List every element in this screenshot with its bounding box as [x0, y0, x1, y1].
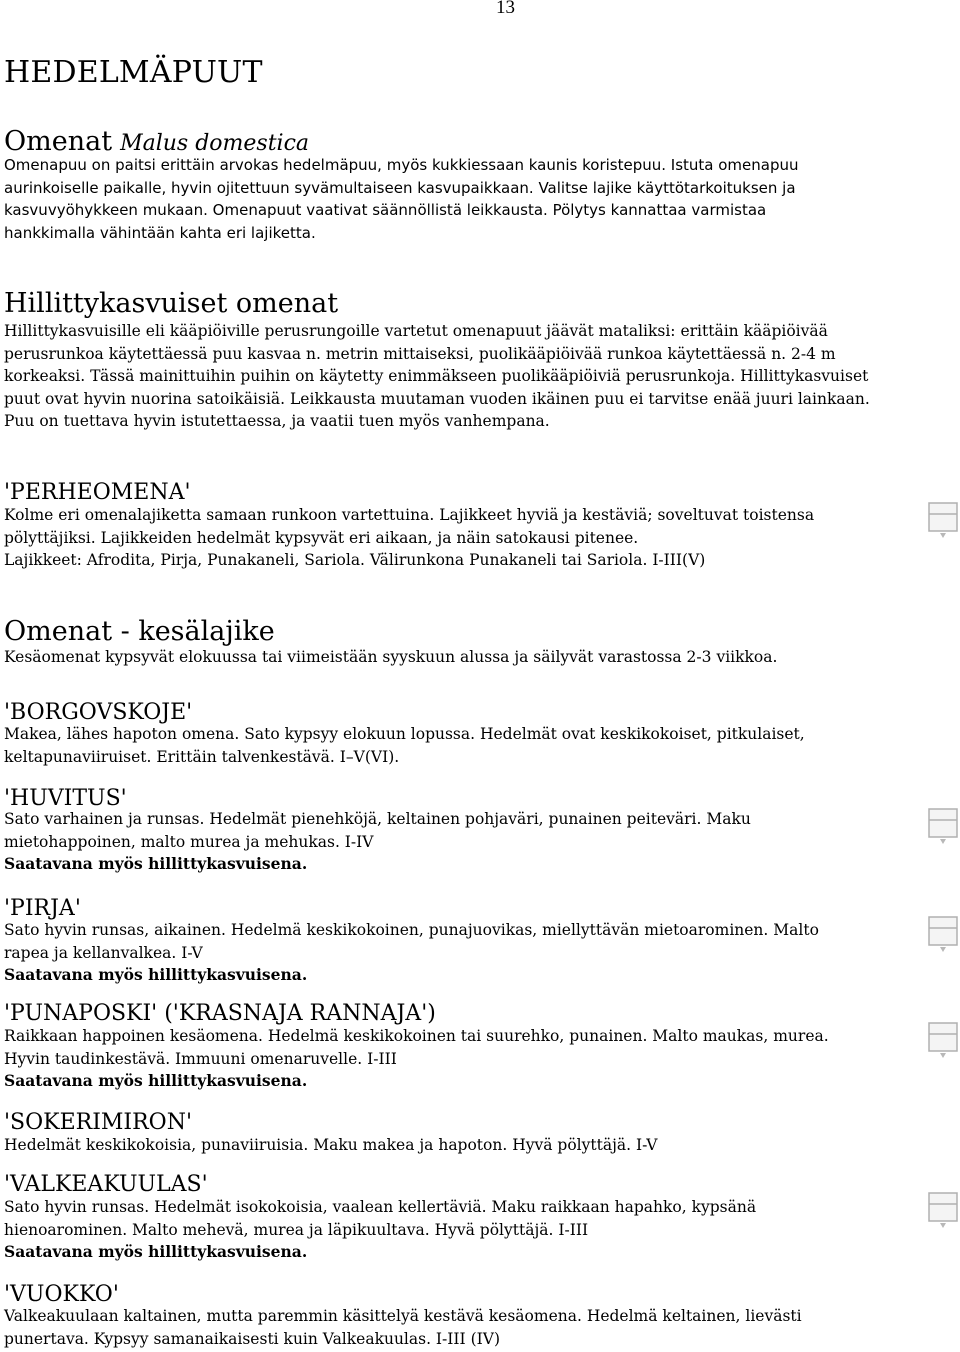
- section-heading-omenat: [4, 126, 309, 157]
- availability-note: Saatavana myös hillittykasvuisena.: [4, 965, 308, 984]
- latin-name: Malus domestica: [120, 131, 310, 156]
- text-line: Valkeakuulaan kaltainen, mutta paremmin käsittelyä kestävä kesäomena. Hedelmä keltainen, lievästi: [4, 1307, 802, 1325]
- text-line: rapea ja kellanvalkea. I-V: [4, 943, 203, 962]
- availability-note: Saatavana myös hillittykasvuisena.: [4, 1071, 308, 1090]
- page-number: 13: [496, 0, 515, 18]
- variety-text-borgovskoje: [4, 723, 904, 768]
- text-line: Raikkaan happoinen kesäomena. Hedelmä keskikokoinen tai suurehko, punainen. Malto maukas, murea.: [4, 1027, 829, 1045]
- variety-name-borgovskoje: 'BORGOVSKOJE': [4, 700, 193, 725]
- text-line: puut ovat hyvin nuorina satoikäisiä. Leikkausta muutaman vuoden ikäinen puu ei tarvitse enää juuri lainkaan.: [4, 389, 870, 408]
- text-line: mietohappoinen, malto murea ja mehukas. I-IV: [4, 832, 374, 851]
- text-line: Makea, lähes hapoton omena. Sato kypsyy elokuun lopussa. Hedelmät ovat keskikokoiset, pitkulaiset,: [4, 725, 805, 743]
- kesalajike-text: [4, 646, 904, 669]
- text-line: keltapunaviiruiset. Erittäin talvenkestävä. I–V(VI).: [4, 747, 400, 766]
- variety-name-huvitus: 'HUVITUS': [4, 786, 127, 811]
- text-line: kasvuvyöhykkeen mukaan. Omenapuut vaativat säännöllistä leikkausta. Pölytys kannattaa varmistaa: [4, 201, 767, 219]
- text-line: Lajikkeet: Afrodita, Pirja, Punakaneli, Sariola. Välirunkona Punakaneli tai Sariola. I-III(V): [4, 551, 706, 569]
- variety-name-vuokko: 'VUOKKO': [4, 1282, 119, 1307]
- text-line: Kesäomenat kypsyvät elokuussa tai viimeistään syyskuun alussa ja säilyvät varastossa 2-3 viikkoa.: [4, 648, 778, 666]
- text-line: Puu on tuettava hyvin istutettaessa, ja vaatii tuen myös vanhempana.: [4, 412, 550, 430]
- text-line: hankkimalla vähintään kahta eri lajiketta.: [4, 223, 316, 242]
- availability-note: Saatavana myös hillittykasvuisena.: [4, 1242, 308, 1261]
- section-heading-hillittykasvuiset: Hillittykasvuiset omenat: [4, 288, 339, 319]
- text-line: aurinkoiselle paikalle, hyvin ojitettuun syvämultaiseen kasvupaikkaan. Valitse lajike käyttötarkoituksen ja: [4, 178, 796, 197]
- variety-name-sokerimiron: 'SOKERIMIRON': [4, 1110, 193, 1135]
- hillittykasvuiset-text: [4, 320, 904, 433]
- text-line: Hyvin taudinkestävä. Immuuni omenaruvelle. I-III: [4, 1049, 397, 1068]
- text-line: hienoarominen. Malto mehevä, murea ja läpikuultava. Hyvä pölyttäjä. I-III: [4, 1220, 589, 1239]
- section-heading-omenat-text: Omenat: [4, 126, 113, 157]
- text-line: perusrunkoa käytettäessä puu kasvaa n. metrin mittaiseksi, puolikääpiöivää runkoa käytettäessä n. 2-4 m: [4, 344, 836, 363]
- cart-stamp-icon: [928, 916, 958, 954]
- availability-note: Saatavana myös hillittykasvuisena.: [4, 854, 308, 873]
- cart-stamp-icon: [928, 1022, 958, 1060]
- variety-text-valkeakuulas: [4, 1196, 904, 1264]
- variety-name-valkeakuulas: 'VALKEAKUULAS': [4, 1172, 208, 1197]
- cart-stamp-icon: [928, 808, 958, 846]
- variety-text-pirja: [4, 919, 904, 987]
- variety-name-perheomena: 'PERHEOMENA': [4, 480, 191, 505]
- cart-stamp-icon: [928, 1192, 958, 1230]
- text-line: korkeaksi. Tässä mainittuihin puihin on käytetty enimmäkseen puolikääpiöiviä perusrunkoja. Hillittykasvuiset: [4, 367, 869, 385]
- perheomena-text: [4, 504, 904, 572]
- text-line: Hillittykasvuisille eli kääpiöiville perusrungoille vartetut omenapuut jäävät mataliksi: erittäin kääpiöivää: [4, 322, 828, 340]
- text-line: Sato hyvin runsas. Hedelmät isokokoisia, vaalean kellertäviä. Maku raikkaan hapahko, kypsänä: [4, 1198, 757, 1216]
- text-line: pölyttäjiksi. Lajikkeiden hedelmät kypsyvät eri aikaan, ja näin satokausi pitenee.: [4, 528, 639, 547]
- text-line: Omenapuu on paitsi erittäin arvokas hedelmäpuu, myös kukkiessaan kaunis koristepuu. Istuta omenapuu: [4, 156, 799, 174]
- text-line: Hedelmät keskikokoisia, punaviiruisia. Maku makea ja hapoton. Hyvä pölyttäjä. I-V: [4, 1136, 658, 1154]
- variety-name-punaposki: 'PUNAPOSKI' ('KRASNAJA RANNAJA'): [4, 1001, 436, 1026]
- section-heading-kesalajike: Omenat - kesälajike: [4, 616, 275, 647]
- text-line: Kolme eri omenalajiketta samaan runkoon vartettuina. Lajikkeet hyviä ja kestäviä; soveltuvat toistensa: [4, 506, 815, 524]
- text-line: Sato varhainen ja runsas. Hedelmät pienehköjä, keltainen pohjaväri, punainen peiteväri. Maku: [4, 810, 751, 828]
- cart-stamp-icon: [928, 502, 958, 540]
- omenat-intro: [4, 154, 904, 244]
- variety-text-sokerimiron: [4, 1134, 904, 1157]
- text-line: Sato hyvin runsas, aikainen. Hedelmä keskikokoinen, punajuovikas, miellyttävän mietoarominen. Malto: [4, 921, 819, 939]
- variety-name-pirja: 'PIRJA': [4, 896, 81, 921]
- text-line: punertava. Kypsyy samanaikaisesti kuin Valkeakuulas. I-III (IV): [4, 1329, 500, 1348]
- variety-text-punaposki: [4, 1025, 904, 1093]
- variety-text-huvitus: [4, 808, 904, 876]
- page-title: HEDELMÄPUUT: [4, 55, 263, 90]
- variety-text-vuokko: [4, 1305, 904, 1350]
